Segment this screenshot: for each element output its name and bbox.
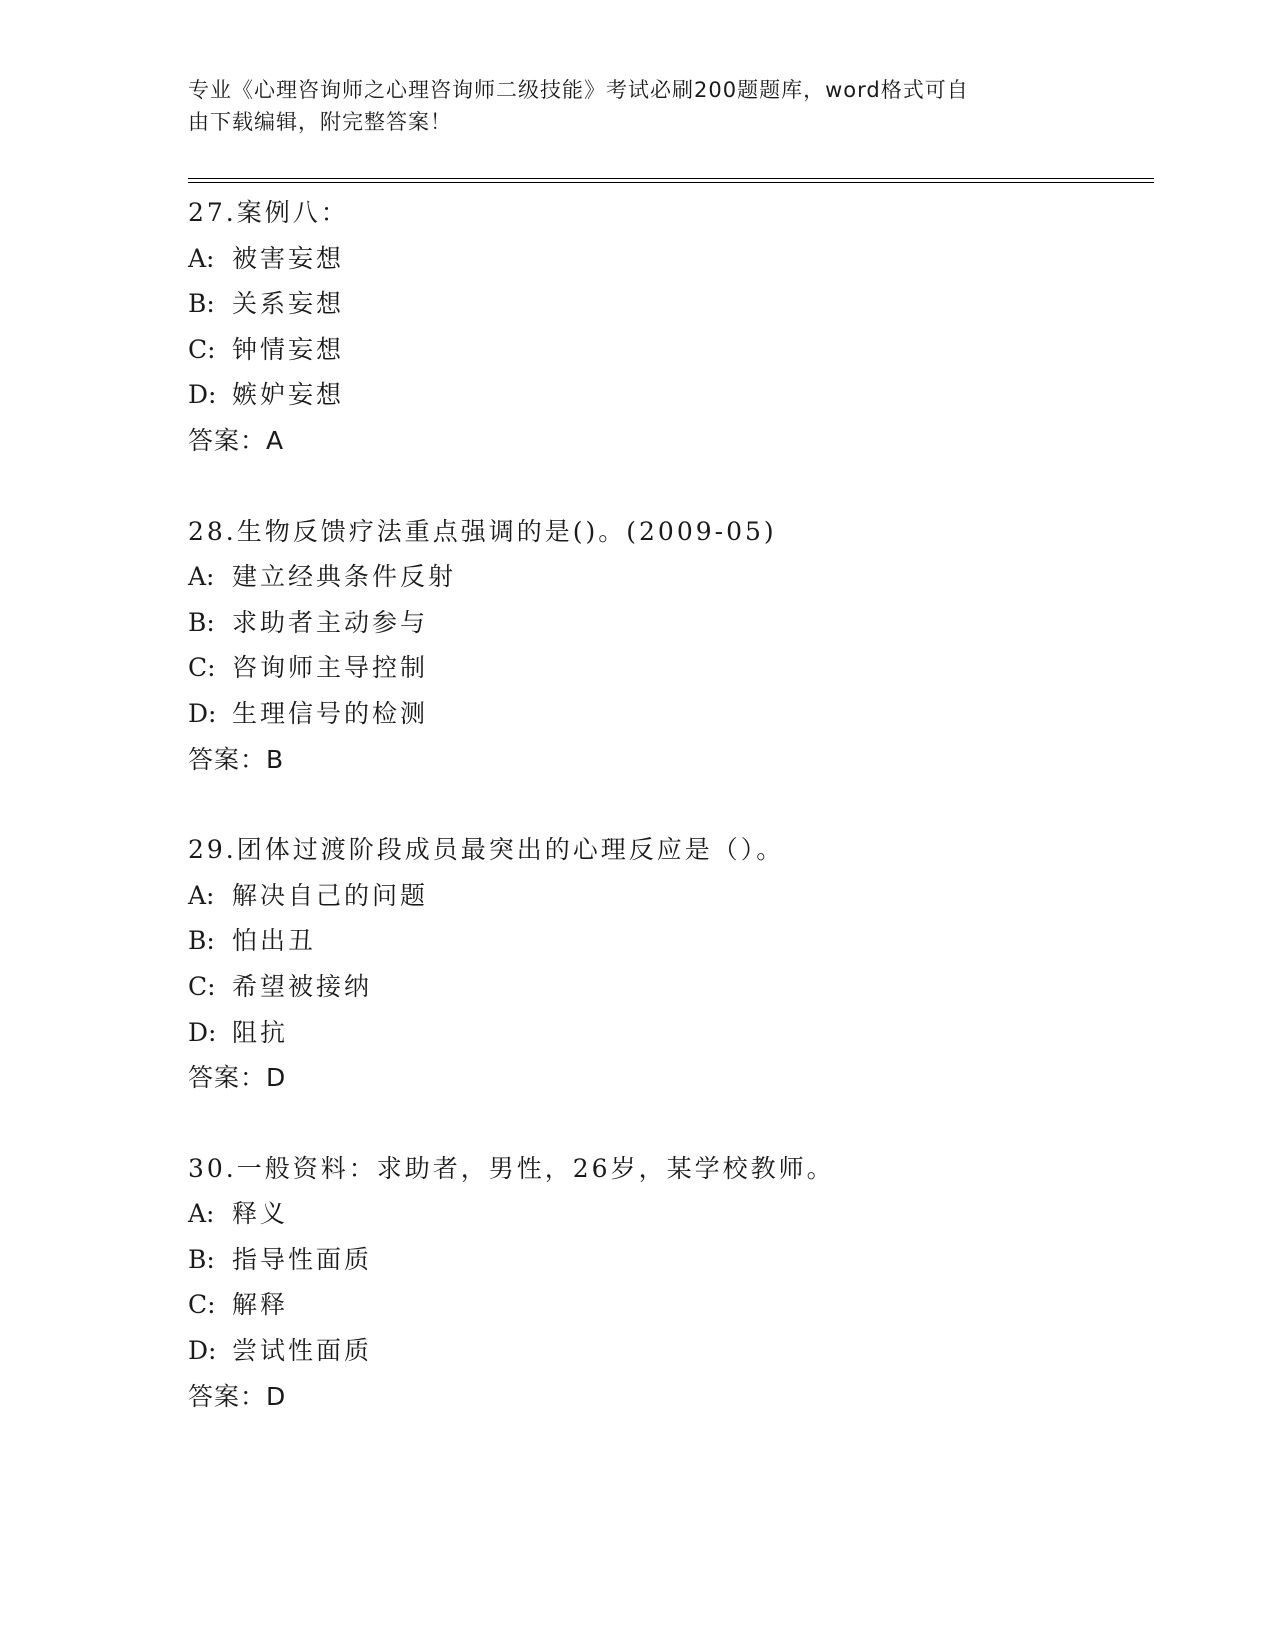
header-line-2: 由下载编辑，附完整答案！ [188, 110, 452, 134]
option-key: D: [188, 380, 217, 410]
option-c [188, 1282, 1148, 1328]
question-27 [188, 190, 1148, 464]
option-key: D: [188, 1017, 217, 1047]
question-29 [188, 827, 1148, 1101]
option-text: 关系妄想 [232, 289, 345, 319]
option-key: B: [188, 289, 215, 319]
option-a [188, 236, 1148, 282]
option-text: 嫉妒妄想 [232, 380, 345, 410]
option-key: B: [188, 926, 215, 956]
answer-line: 答案：A [188, 425, 285, 455]
option-key: D: [188, 698, 217, 728]
question-stem: 27.案例八： [188, 198, 349, 227]
option-key: C: [188, 334, 216, 364]
option-c [188, 645, 1148, 691]
option-text: 被害妄想 [232, 243, 345, 273]
option-d [188, 372, 1148, 418]
option-key: A: [188, 1199, 215, 1229]
option-text: 阻抗 [232, 1017, 289, 1047]
header-line-1: 专业《心理咨询师之心理咨询师二级技能》考试必刷200题题库，word格式可自 [188, 78, 969, 102]
option-a [188, 1191, 1148, 1237]
document-header [188, 74, 1068, 138]
option-d [188, 691, 1148, 737]
option-key: D: [188, 1336, 217, 1366]
option-b [188, 600, 1148, 646]
header-divider-bottom [188, 182, 1154, 183]
answer-line: 答案：D [188, 1063, 287, 1093]
question-stem: 30.一般资料：求助者，男性，26岁，某学校教师。 [188, 1153, 835, 1183]
question-stem: 29.团体过渡阶段成员最突出的心理反应是（）。 [188, 835, 785, 865]
option-text: 生理信号的检测 [232, 698, 429, 728]
answer-line: 答案：D [188, 1381, 287, 1411]
question-28 [188, 509, 1148, 783]
option-key: C: [188, 653, 216, 683]
option-a [188, 554, 1148, 600]
answer-line: 答案：B [188, 744, 285, 774]
option-a [188, 873, 1148, 919]
option-text: 释义 [232, 1199, 289, 1229]
question-stem: 28.生物反馈疗法重点强调的是()。(2009-05) [188, 516, 777, 546]
option-key: C: [188, 1290, 216, 1320]
option-c [188, 327, 1148, 373]
option-key: C: [188, 971, 216, 1001]
option-b [188, 918, 1148, 964]
option-key: B: [188, 1244, 215, 1274]
option-text: 求助者主动参与 [232, 607, 429, 637]
option-text: 解决自己的问题 [232, 880, 429, 910]
option-d [188, 1328, 1148, 1374]
option-key: B: [188, 607, 215, 637]
question-list [188, 190, 1148, 1464]
header-divider-top [188, 178, 1154, 179]
option-key: A: [188, 562, 215, 592]
option-key: A: [188, 880, 215, 910]
option-b [188, 281, 1148, 327]
option-c [188, 964, 1148, 1010]
option-text: 怕出丑 [232, 926, 317, 956]
option-text: 希望被接纳 [232, 971, 373, 1001]
option-b [188, 1237, 1148, 1283]
option-text: 指导性面质 [232, 1244, 373, 1274]
option-text: 尝试性面质 [232, 1336, 373, 1366]
option-text: 解释 [232, 1290, 289, 1320]
option-text: 咨询师主导控制 [232, 653, 429, 683]
option-key: A: [188, 243, 215, 273]
option-d [188, 1010, 1148, 1056]
option-text: 建立经典条件反射 [232, 562, 457, 592]
option-text: 钟情妄想 [232, 334, 345, 364]
question-30 [188, 1146, 1148, 1420]
